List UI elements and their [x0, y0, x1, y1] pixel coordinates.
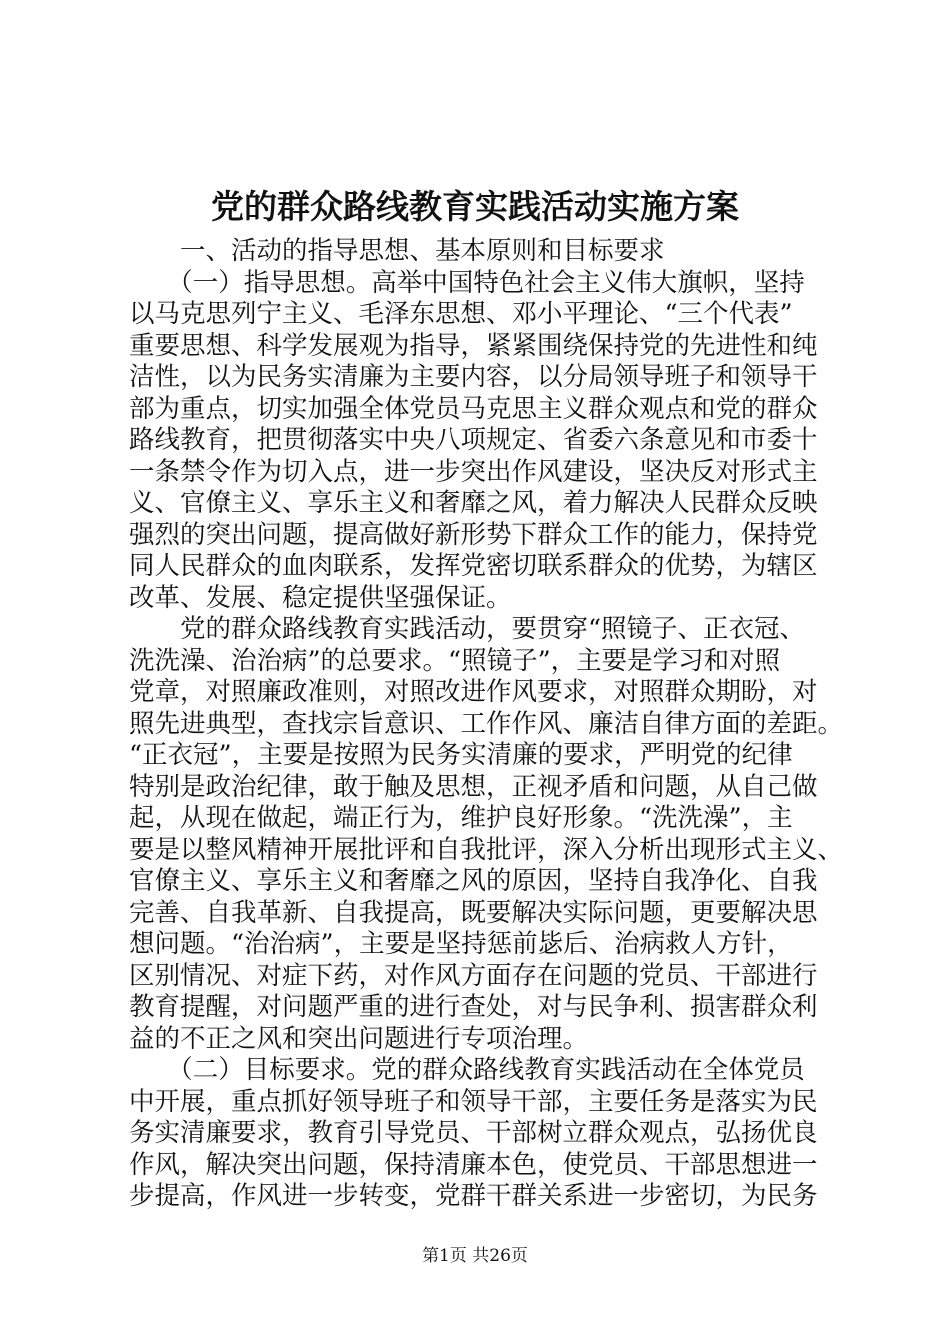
body-line: 一、活动的指导思想、基本原则和目标要求	[129, 236, 665, 266]
body-line: （二）目标要求。党的群众路线教育实践活动在全体党员	[129, 1055, 805, 1085]
body-line: 重要思想、科学发展观为指导，紧紧围绕保持党的先进性和纯	[129, 330, 818, 361]
body-line: 起，从现在做起，端正行为，维护良好形象。“洗洗澡”，主	[129, 803, 793, 833]
body-line: 照先进典型，查找宗旨意识、工作作风、廉洁自律方面的差距。	[129, 708, 844, 739]
body-line: 作风，解决突出问题，保持清廉本色，使党员、干部思想进一	[129, 1149, 818, 1180]
body-line: 党章，对照廉政准则，对照改进作风要求，对照群众期盼，对	[129, 677, 818, 707]
body-line: 同人民群众的血肉联系，发挥党密切联系群众的优势，为辖区	[129, 551, 818, 581]
body-line: 步提高，作风进一步转变，党群干群关系进一步密切，为民务	[129, 1181, 818, 1211]
body-line: （一）指导思想。高举中国特色社会主义伟大旗帜，坚持	[129, 267, 805, 298]
body-line: 强烈的突出问题，提高做好新形势下群众工作的能力，保持党	[129, 519, 818, 550]
body-line: 党的群众路线教育实践活动，要贯穿“照镜子、正衣冠、	[129, 614, 806, 644]
body-line: 务实清廉要求，教育引导党员、干部树立群众观点，弘扬优良	[129, 1118, 818, 1148]
body-line: 改革、发展、稳定提供坚强保证。	[129, 582, 512, 613]
body-line: 洁性，以为民务实清廉为主要内容，以分局领导班子和领导干	[129, 362, 818, 392]
body-line: 义、官僚主义、享乐主义和奢靡之风，着力解决人民群众反映	[129, 488, 818, 518]
body-line: “正衣冠”，主要是按照为民务实清廉的要求，严明党的纪律	[129, 740, 793, 770]
body-line: 中开展，重点抓好领导班子和领导干部，主要任务是落实为民	[129, 1086, 818, 1117]
body-line: 特别是政治纪律，敢于触及思想，正视矛盾和问题，从自己做	[129, 771, 818, 802]
body-line: 官僚主义、享乐主义和奢靡之风的原因，坚持自我净化、自我	[129, 866, 818, 896]
body-line: 要是以整风精神开展批评和自我批评，深入分析出现形式主义、	[129, 834, 844, 865]
body-line: 部为重点，切实加强全体党员马克思主义群众观点和党的群众	[129, 393, 818, 424]
page-number-footer: 第1页 共26页	[422, 1246, 528, 1266]
document-title: 党的群众路线教育实践活动实施方案	[211, 187, 739, 226]
document-body	[129, 236, 844, 1213]
body-line: 益的不正之风和突出问题进行专项治理。	[129, 1023, 589, 1054]
body-line: 一条禁令作为切入点，进一步突出作风建设，坚决反对形式主	[129, 456, 818, 487]
body-line: 想问题。“治治病”，主要是坚持惩前毖后、治病救人方针，	[129, 929, 793, 959]
body-line: 教育提醒，对问题严重的进行查处，对与民争利、损害群众利	[129, 992, 818, 1022]
body-line: 以马克思列宁主义、毛泽东思想、邓小平理论、“三个代表”	[129, 299, 793, 329]
body-line: 洗洗澡、治治病”的总要求。“照镜子”，主要是学习和对照	[129, 645, 781, 676]
body-line: 完善、自我革新、自我提高，既要解决实际问题，更要解决思	[129, 897, 818, 928]
body-line: 区别情况、对症下药，对作风方面存在问题的党员、干部进行	[129, 960, 818, 991]
body-line: 路线教育，把贯彻落实中央八项规定、省委六条意见和市委十	[129, 425, 818, 455]
